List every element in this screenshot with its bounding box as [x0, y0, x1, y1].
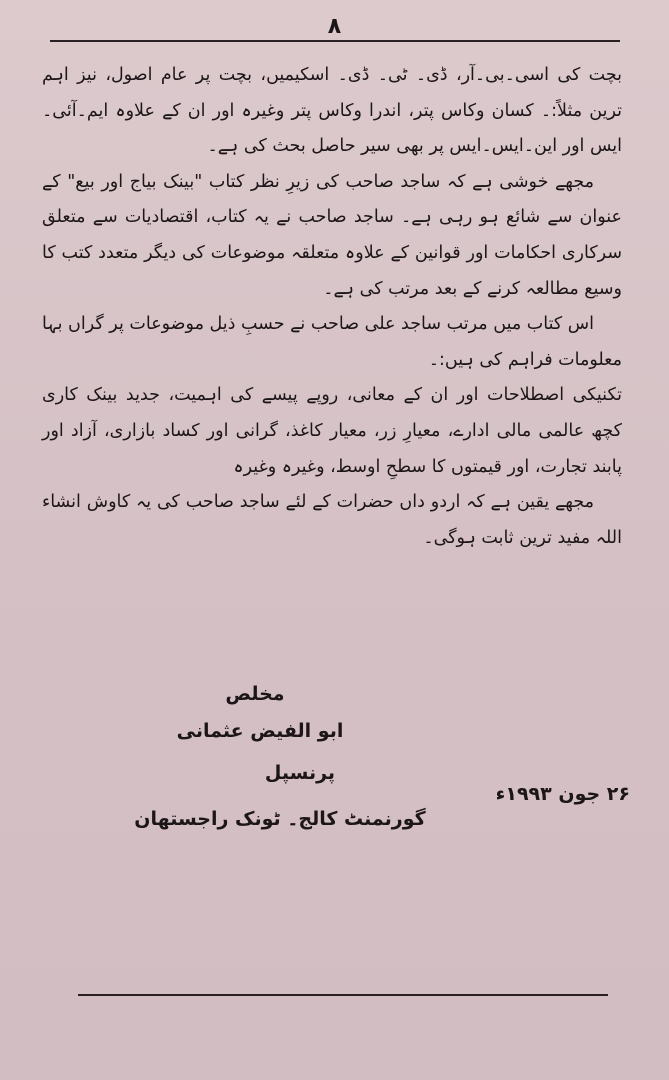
signature-closing: مخلص — [225, 683, 285, 705]
signature-name: ابو الفیض عثمانی — [176, 720, 344, 742]
header-rule — [50, 40, 620, 42]
signature-title: پرنسپل — [264, 762, 336, 784]
signature-date: ۲۶ جون ۱۹۹۳ء — [495, 783, 630, 805]
paragraph-savings-schemes: بچت کی اسی۔بی۔آر، ڈی۔ ٹی۔ ڈی۔ اسکیمیں، بچت پر عام اصول، نیز اہم ترین مثلاً:۔ کسان وکاس پتر، اندرا وکاس پتر وغیرہ اور ان کے علاوہ ایم۔آئی۔ایس اور این۔ایس۔ایس پر بھی سیر حاصل بحث کی ہے۔ — [42, 65, 622, 157]
body-text — [42, 58, 622, 556]
paragraph-book-introduction: مجھے خوشی ہے کہ ساجد صاحب کی زیرِ نظر کتاب "بینک بیاج اور بیع" کے عنوان سے شائع ہو رہی ہے۔ ساجد صاحب نے یہ کتاب، اقتصادیات سے متعلق سرکاری احکامات اور قوانین کے علاوہ متعلقہ موضوعات کی دیگر متعدد کتب کا وسیع مطالعہ کرنے کے بعد مرتب کی ہے۔ — [42, 171, 622, 299]
paragraph-conclusion: مجھے یقین ہے کہ اردو داں حضرات کے لئے ساجد صاحب کی یہ کاوش انشاء اللہ مفید ترین ثابت ہوگی۔ — [42, 492, 622, 548]
paragraph-topics-intro: اس کتاب میں مرتب ساجد علی صاحب نے حسبِ ذیل موضوعات پر گراں بہا معلومات فراہم کی ہیں:۔ — [42, 314, 622, 370]
footer-rule — [78, 994, 608, 996]
paragraph-topics-list: تکنیکی اصطلاحات اور ان کے معانی، روپے پیسے کی اہمیت، جدید بینک کاری کچھ عالمی مالی ادارے، معیارِ زر، معیار کاغذ، گرانی اور کساد بازاری، آزاد اور پابند تجارت، اور قیمتوں کا سطحِ اوسط، وغیرہ وغیرہ — [42, 385, 622, 477]
signature-college: گورنمنٹ کالج۔ ٹونک راجستھان — [134, 808, 426, 830]
page-number: ۸ — [327, 14, 342, 39]
